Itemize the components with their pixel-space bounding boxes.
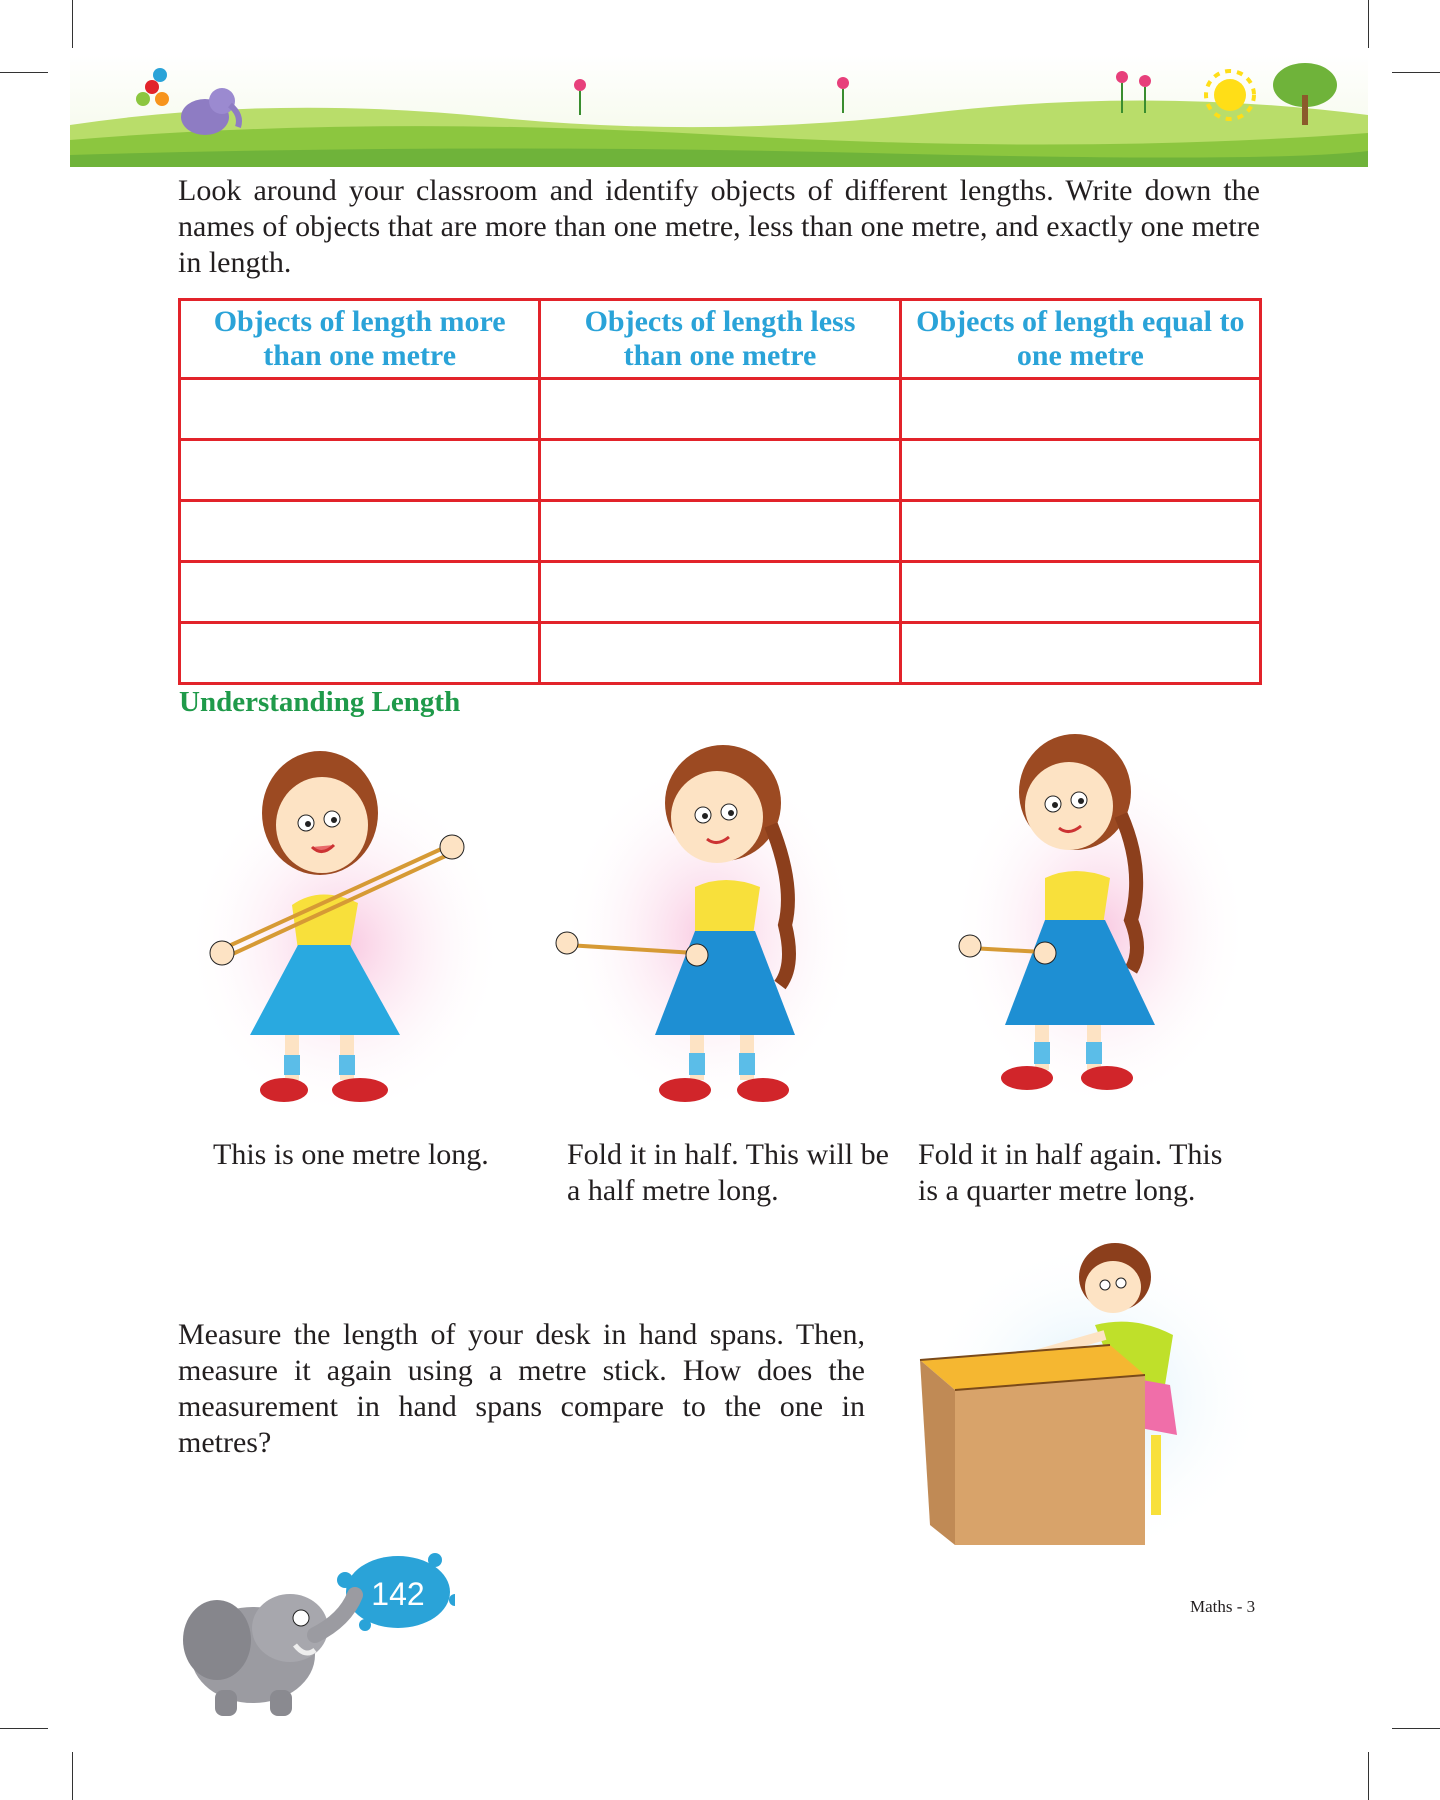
crop-mark (1368, 0, 1369, 48)
crop-mark (1392, 72, 1440, 73)
table-cell[interactable] (540, 379, 900, 440)
column-header-less: Objects of length less than one metre (540, 300, 900, 379)
page-number: 142 (371, 1576, 425, 1612)
table-cell[interactable] (900, 501, 1260, 562)
table-cell[interactable] (900, 440, 1260, 501)
table-row (180, 440, 1261, 501)
crop-mark (1392, 1728, 1440, 1729)
length-objects-table (178, 298, 1262, 685)
table-cell[interactable] (180, 440, 540, 501)
table-row (180, 501, 1261, 562)
table-cell[interactable] (180, 562, 540, 623)
table-row (180, 562, 1261, 623)
elephant-mascot-icon (175, 1540, 455, 1720)
crop-mark (0, 1728, 48, 1729)
section-heading: Understanding Length (179, 686, 461, 718)
table-row (180, 379, 1261, 440)
table-cell[interactable] (900, 562, 1260, 623)
girl-stretching-string-illustration (180, 735, 520, 1120)
caption-one-metre: This is one metre long. (213, 1138, 489, 1171)
crop-mark (72, 1752, 73, 1800)
column-header-more: Objects of length more than one metre (180, 300, 540, 379)
crop-mark (0, 72, 48, 73)
table-cell[interactable] (540, 562, 900, 623)
intro-paragraph: Look around your classroom and identify objects of different lengths. Write down the names of objects that are more than one metre, less than one metre, and exactly one metre in length. (178, 174, 1260, 279)
caption-quarter-metre: Fold it in half again. This is a quarter metre long. (918, 1138, 1223, 1207)
table-cell[interactable] (540, 440, 900, 501)
caption-half-metre: Fold it in half. This will be a half metre long. (567, 1138, 889, 1207)
desk-measurement-task: Measure the length of your desk in hand spans. Then, measure it again using a metre stick. How does the measurement in hand spans compare to the one in metres? (178, 1318, 865, 1459)
column-header-equal: Objects of length equal to one metre (900, 300, 1260, 379)
girl-folding-half-illustration (545, 735, 875, 1120)
table-cell[interactable] (900, 623, 1260, 684)
footer-book-label: Maths - 3 (1190, 1597, 1256, 1616)
table-cell[interactable] (540, 623, 900, 684)
crop-mark (72, 0, 73, 48)
table-cell[interactable] (900, 379, 1260, 440)
crop-mark (1368, 1752, 1369, 1800)
girl-folding-quarter-illustration (935, 720, 1265, 1110)
table-cell[interactable] (180, 379, 540, 440)
table-cell[interactable] (540, 501, 900, 562)
table-row (180, 623, 1261, 684)
table-cell[interactable] (180, 501, 540, 562)
meadow-banner (70, 55, 1368, 167)
girl-measuring-desk-illustration (915, 1235, 1270, 1560)
table-cell[interactable] (180, 623, 540, 684)
